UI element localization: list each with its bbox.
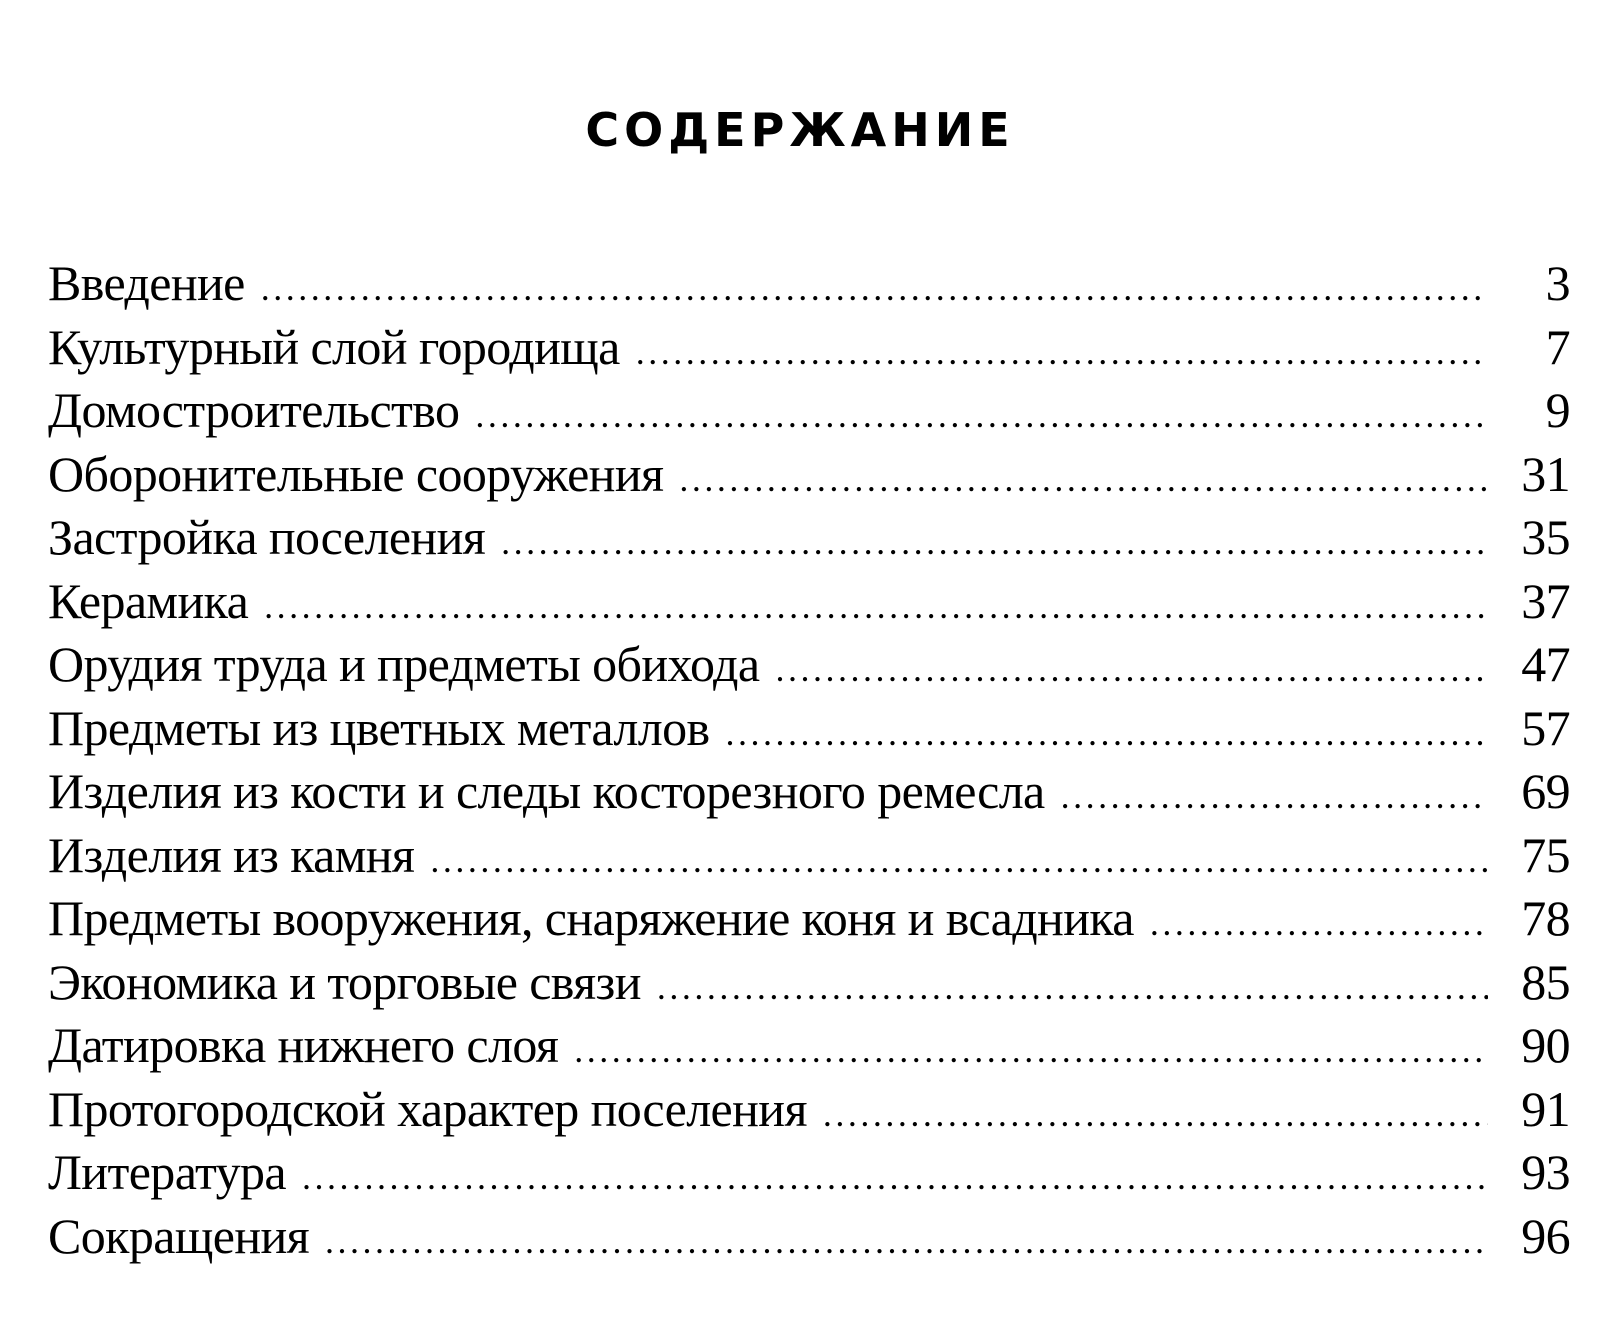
toc-entry-title: Оборонительные сооружения <box>48 445 664 502</box>
toc-entry-title: Экономика и торговые связи <box>48 953 641 1010</box>
dot-leader <box>679 448 1488 507</box>
toc-entry <box>48 887 1570 951</box>
toc-entry-title: Застройка поселения <box>48 509 486 565</box>
toc-entry-title: Изделия из камня <box>48 826 415 883</box>
toc-entry <box>48 316 1570 380</box>
dot-leader <box>261 257 1488 316</box>
toc-entry <box>48 824 1570 888</box>
toc-entry-page: 7 <box>1545 318 1570 375</box>
dot-leader <box>636 321 1488 380</box>
toc-entry-page: 96 <box>1521 1207 1570 1264</box>
toc-entry <box>48 951 1570 1015</box>
dot-leader <box>823 1083 1488 1142</box>
toc-entry <box>48 1014 1570 1078</box>
toc-entry-page: 9 <box>1545 382 1570 438</box>
toc-entry-title: Керамика <box>48 572 249 629</box>
toc-entry-title: Предметы вооружения, снаряжение коня и всадника <box>48 890 1134 946</box>
toc-entry <box>48 443 1570 507</box>
toc-entry-page: 37 <box>1521 572 1570 629</box>
dot-leader <box>430 829 1488 888</box>
dot-leader <box>501 511 1488 570</box>
toc-entry <box>48 252 1570 316</box>
toc-entry-title: Протогородской характер поселения <box>48 1080 807 1137</box>
toc-entry-page: 85 <box>1521 953 1570 1010</box>
toc-entry <box>48 633 1570 697</box>
toc-entry-page: 47 <box>1521 636 1570 692</box>
toc-entry <box>48 1205 1570 1269</box>
toc-entry <box>48 506 1570 570</box>
toc-entry-title: Введение <box>48 255 245 311</box>
dot-leader <box>264 575 1488 634</box>
toc-entry-page: 69 <box>1521 763 1570 819</box>
toc-entry-page: 91 <box>1521 1080 1570 1137</box>
toc-entry-page: 75 <box>1521 826 1570 883</box>
dot-leader <box>475 384 1488 443</box>
toc-entry-title: Орудия труда и предметы обихода <box>48 636 760 692</box>
page-title: СОДЕРЖАНИЕ <box>585 103 1015 157</box>
dot-leader <box>1061 765 1488 824</box>
toc-entry <box>48 697 1570 761</box>
toc-entry-page: 78 <box>1521 890 1570 946</box>
toc-entry-page: 3 <box>1545 255 1570 311</box>
toc-entry-title: Культурный слой городища <box>48 318 620 375</box>
toc-entry-page: 35 <box>1521 509 1570 565</box>
dot-leader <box>302 1146 1488 1205</box>
dot-leader <box>1150 892 1488 951</box>
toc-entry <box>48 1078 1570 1142</box>
toc-entry-title: Изделия из кости и следы косторезного ремесла <box>48 763 1045 819</box>
toc-entry-page: 57 <box>1521 699 1570 756</box>
toc-entry-title: Датировка нижнего слоя <box>48 1017 559 1073</box>
dot-leader <box>657 956 1488 1015</box>
toc-entry <box>48 1141 1570 1205</box>
toc-entry-title: Литература <box>48 1144 286 1200</box>
dot-leader <box>725 702 1488 761</box>
toc-entry-title: Предметы из цветных металлов <box>48 699 710 756</box>
toc-entry-page: 93 <box>1521 1144 1570 1200</box>
dot-leader <box>574 1019 1488 1078</box>
toc-entry-page: 90 <box>1521 1017 1570 1073</box>
toc-entry-page: 31 <box>1521 445 1570 502</box>
toc-entry-title: Домостроительство <box>48 382 460 438</box>
toc-entry <box>48 760 1570 824</box>
toc-entry <box>48 379 1570 443</box>
toc-entry-title: Сокращения <box>48 1207 310 1264</box>
table-of-contents <box>48 252 1570 1268</box>
dot-leader <box>775 638 1488 697</box>
toc-entry <box>48 570 1570 634</box>
dot-leader <box>325 1210 1488 1269</box>
